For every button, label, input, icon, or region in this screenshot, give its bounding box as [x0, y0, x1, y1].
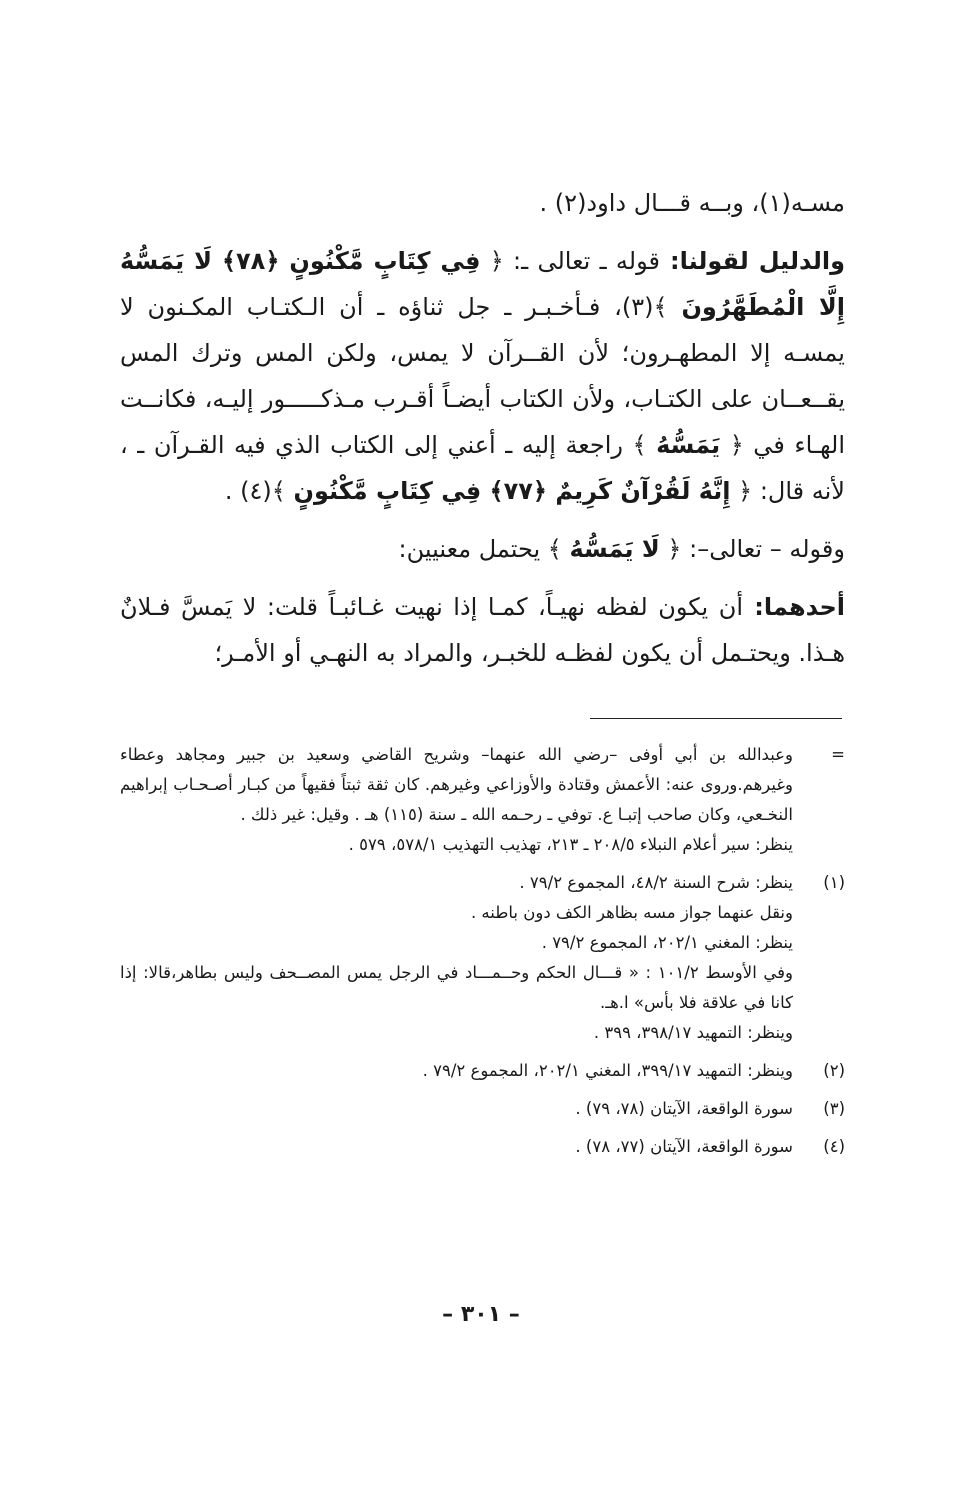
footnote-separator	[590, 718, 842, 719]
footnote-line: وعبدالله بن أبي أوفى –رضي الله عنهما– وشريح القاضي وسعيد بن جبير ومجاهد وعطاء وغيرهم.وروى عنه: الأعمش وقتادة والأوزاعي وغيرهم. كان ثقة ثبتاً فقيهاً من كبـار أصـحـاب إبراهيم النخـعي، وكان صاحب إتبـا ع. توفي ـ رحـمه الله ـ سنة (١١٥) هـ . وقيل: غير ذلك .	[120, 745, 793, 824]
footnote-line: ينظر: المغني ٢٠٢/١، المجموع ٧٩/٢ .	[541, 933, 793, 952]
footnote-body	[120, 740, 793, 860]
footnote-line: سورة الواقعة، الآيتان (٧٧، ٧٨) .	[575, 1137, 793, 1156]
main-paragraphs	[120, 180, 845, 676]
paragraph	[120, 526, 845, 572]
footnote-body	[120, 1094, 793, 1124]
footnote-body	[120, 1132, 793, 1162]
footnote	[120, 1132, 845, 1162]
text-span: ﴾ راجعة إليه ـ أعني إلى الكتاب الذي فيه القـرآن ـ ، لأنه قال: ﴿	[120, 431, 845, 505]
footnote-line: سورة الواقعة، الآيتان (٧٨، ٧٩) .	[575, 1099, 793, 1118]
text-span: ﴾(٤) .	[224, 477, 294, 505]
footnote-line: ونقل عنهما جواز مسه بظاهر الكف دون باطنه .	[470, 903, 793, 922]
bold-span: أحدهما:	[743, 593, 845, 621]
footnote-line: وينظر: التمهيد ٣٩٨/١٧، ٣٩٩ .	[593, 1023, 793, 1042]
footnote	[120, 740, 845, 860]
footnotes	[120, 740, 845, 1170]
text-span: أن يكون لفظه نهيـاً، كمـا إذا نهيت غـائبـاً قلت: لا يَمسَّ فـلانٌ هـذا. ويحتـمل أن يكون لفظـه للخبـر، والمراد به النهـي أو الأمـر؛	[120, 593, 845, 667]
footnote-number: (٢)	[823, 1061, 845, 1080]
paragraph	[120, 238, 845, 514]
bold-span: لَا يَمَسُّهُ	[569, 535, 660, 563]
footnote-line: ينظر: شرح السنة ٤٨/٢، المجموع ٧٩/٢ .	[519, 873, 793, 892]
footnote-number: (١)	[823, 873, 845, 892]
page-number: – ٣٠١ –	[442, 1302, 520, 1327]
footnote-line: وينظر: التمهيد ٣٩٩/١٧، المغني ٢٠٢/١، المجموع ٧٩/٢ .	[422, 1061, 793, 1080]
footnote	[120, 1056, 845, 1086]
bold-span: والدليل لقولنا:	[659, 247, 845, 275]
footnote-body	[120, 868, 793, 1048]
bold-span: يَمَسُّهُ	[656, 431, 721, 459]
footnote-number: (٤)	[823, 1137, 845, 1156]
paragraph	[120, 584, 845, 676]
bold-span: فِي كِتَابٍ مَّكْنُونٍ ﴿٧٨﴾ لَا يَمَسُّهُ إِلَّا الْمُطَهَّرُونَ	[120, 247, 845, 321]
footnote-line: وفي الأوسط ١٠١/٢ : « قـــال الحكم وحــمـــاد في الرجل يمس المصــحف وليس بطاهر،قالا: إذا كانا في علاقة فلا بأس» ا.هـ.	[120, 963, 793, 1012]
footnote-number: (٣)	[823, 1099, 845, 1118]
footnote-number: =	[831, 745, 845, 764]
paragraph	[120, 180, 845, 226]
footnote	[120, 868, 845, 1048]
footnote-body	[120, 1056, 793, 1086]
footnote-line: ينظر: سير أعلام النبلاء ٢٠٨/٥ ـ ٢١٣، تهذيب التهذيب ٥٧٨/١، ٥٧٩ .	[348, 835, 793, 854]
footnote	[120, 1094, 845, 1124]
text-span: ﴾ يحتمل معنيين:	[398, 535, 570, 563]
text-span: مسـه(١)، وبــه قـــال داود(٢) .	[539, 189, 845, 217]
text-span: قوله ـ تعالى ـ: ﴿	[480, 247, 660, 275]
main-text	[120, 180, 845, 676]
text-span: وقوله – تعالى–: ﴿	[659, 535, 845, 563]
text-span: ﴾(٣)، فـأخـبـر ـ جل ثناؤه ـ أن الـكتـاب المكـنون لا يمسـه إلا المطهـرون؛ لأن القــرآن لا يمس، ولكن المس وترك المس يقــعــان على الكتـاب، ولأن الكتاب أيضـاً أقـرب مـذكـــــور إليـه، فكانــت الهـاء في ﴿	[120, 293, 845, 459]
bold-span: إِنَّهُ لَقُرْآنٌ كَرِيمٌ ﴿٧٧﴾ فِي كِتَابٍ مَّكْنُونٍ	[293, 477, 731, 505]
